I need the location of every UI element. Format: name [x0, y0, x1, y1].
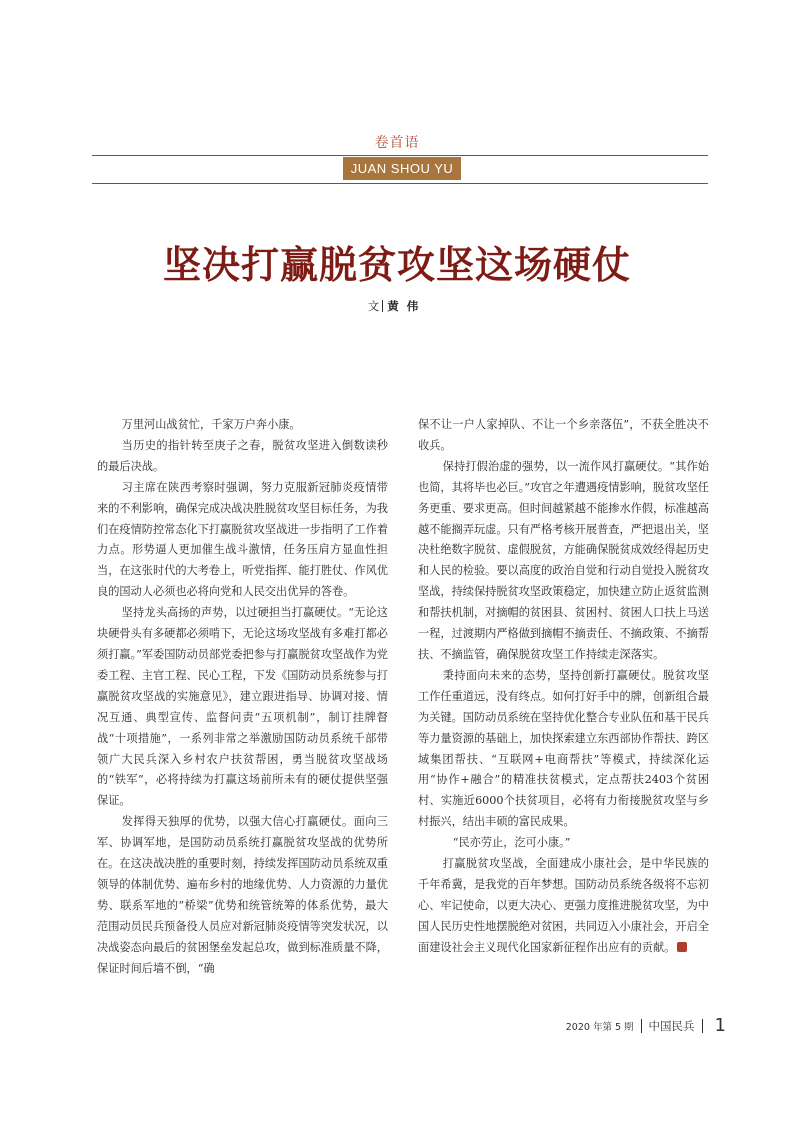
magazine-name: 中国民兵 — [648, 1018, 695, 1033]
footer-divider — [702, 1019, 703, 1033]
end-mark-icon — [677, 942, 687, 952]
header-rule-bottom — [92, 183, 708, 184]
paragraph: 习主席在陕西考察时强调，努力克服新冠肺炎疫情带来的不利影响，确保完成决战决胜脱贫攻坚目标任务，为我们在疫情防控常态化下打赢脱贫攻坚战进一步指明了工作着力点。形势逼人更加催生战斗激情，任务压肩方显血性担当，在这张时代的大考卷上，听党指挥、能打胜仗、作风优良的国动人必须也必将向党和人民交出优异的答卷。 — [97, 480, 388, 599]
footer-divider — [641, 1019, 642, 1033]
paragraph: 保持打假治虚的强势，以一流作风打赢硬仗。“其作始也简，其将毕也必巨。”攻官之年遭遇疫情影响，脱贫攻坚任务更重、要求更高。但时间越紧越不能掺水作假，标准越高越不能搁弄玩虚。只有严格考核开展普查，严把退出关，坚决杜绝数字脱贫、虚假脱贫，方能确保脱贫成效经得起历史和人民的检验。要以高度的政治自觉和行动自觉投入脱贫攻坚战，持续保持脱贫攻坚政策稳定，加快建立防止返贫监测和帮扶机制，对摘帽的贫困县、贫困村、贫困人口扶上马送一程，过渡期内严格做到摘帽不摘责任、不摘政策、不摘帮扶、不摘监管，确保脱贫攻坚工作持续走深落实。 — [418, 459, 709, 661]
paragraph: 发挥得天独厚的优势，以强大信心打赢硬仗。面向三军、协调军地，是国防动员系统打赢脱贫攻坚战的优势所在。在这决战决胜的重要时刻，持续发挥国防动员系统双重领导的体制优势、遍布乡村的地缘优势、人力资源的力量优势、联系军地的“桥梁”优势和统管统筹的体系优势，最大范围动员民兵预备役人员应对新冠肺炎疫情等突发状况，以决战姿态向最后的贫困堡垒发起总攻，做到标准质量不降，保证时间后墙不倒，“确 — [97, 815, 388, 975]
page-number: 1 — [714, 1015, 726, 1036]
paragraph: “民亦劳止，汔可小康。” — [452, 836, 571, 850]
paragraph: 万里河山战贫忙，千家万户奔小康。 — [121, 418, 301, 431]
issue-label: 2020 年第 5 期 — [565, 1021, 634, 1033]
byline — [0, 298, 794, 314]
paragraph: 当历史的指针转至庚子之春，脱贫攻坚进入倒数读秒的最后决战。 — [97, 438, 388, 473]
page-footer — [566, 1015, 726, 1036]
left-column — [97, 415, 388, 979]
column-badge: JUAN SHOU YU — [343, 157, 461, 180]
paragraph: 秉持面向未来的态势，坚持创新打赢硬仗。脱贫攻坚工作任重道远，没有终点。如何打好手中的牌，创新组合最为关键。国防动员系统在坚持优化整合专业队伍和基干民兵等力量资源的基础上，加快探索建立东西部协作帮扶、跨区域集团帮扶、“互联网+电商帮扶”等模式，持续深化运用“协作+融合”的精准扶贫模式，定点帮扶2403个贫困村、实施近6000个扶贫项目，必将有力衔接脱贫攻坚与乡村振兴，结出丰硕的富民成果。 — [418, 668, 709, 829]
paragraph-text: 打赢脱贫攻坚战，全面建成小康社会，是中华民族的千年希冀，是我党的百年梦想。国防动员系统各级将不忘初心、牢记使命，以更大决心、更强力度推进脱贫攻坚，为中国人民历史性地摆脱绝对贫困，共同迈入小康社会，开启全面建设社会主义现代化国家新征程作出应有的贡献。 — [418, 857, 709, 954]
byline-separator — [382, 300, 383, 312]
column-label: 卷首语 — [374, 135, 420, 151]
author-name: 黄伟 — [387, 299, 427, 313]
paragraph-last — [418, 854, 709, 959]
article-title: 坚决打赢脱贫攻坚这场硬仗 — [162, 243, 631, 287]
byline-prefix: 文 — [367, 299, 380, 313]
header-rule-top — [92, 155, 708, 156]
paragraph: 保不让一户人家掉队、不让一个乡亲落伍”，不获全胜决不收兵。 — [418, 418, 709, 452]
right-column — [418, 415, 709, 959]
paragraph: 坚持龙头高扬的声势，以过硬担当打赢硬仗。“无论这块硬骨头有多硬都必须啃下，无论这场攻坚战有多难打都必须打赢。”军委国防动员部党委把参与打赢脱贫攻坚战作为党委工程、主官工程、民心工程，下发《国防动员系统参与打赢脱贫攻坚战的实施意见》，建立跟进指导、协调对接、情况互通、典型宣传、监督问责“五项机制”，制订挂牌督战“十项措施”，一系列非常之举激励国防动员系统千部带领广大民兵深入乡村农户扶贫帮困，勇当脱贫攻坚战场的“铁军”，必将持续为打赢这场前所未有的硬仗提供坚强保证。 — [97, 606, 388, 808]
